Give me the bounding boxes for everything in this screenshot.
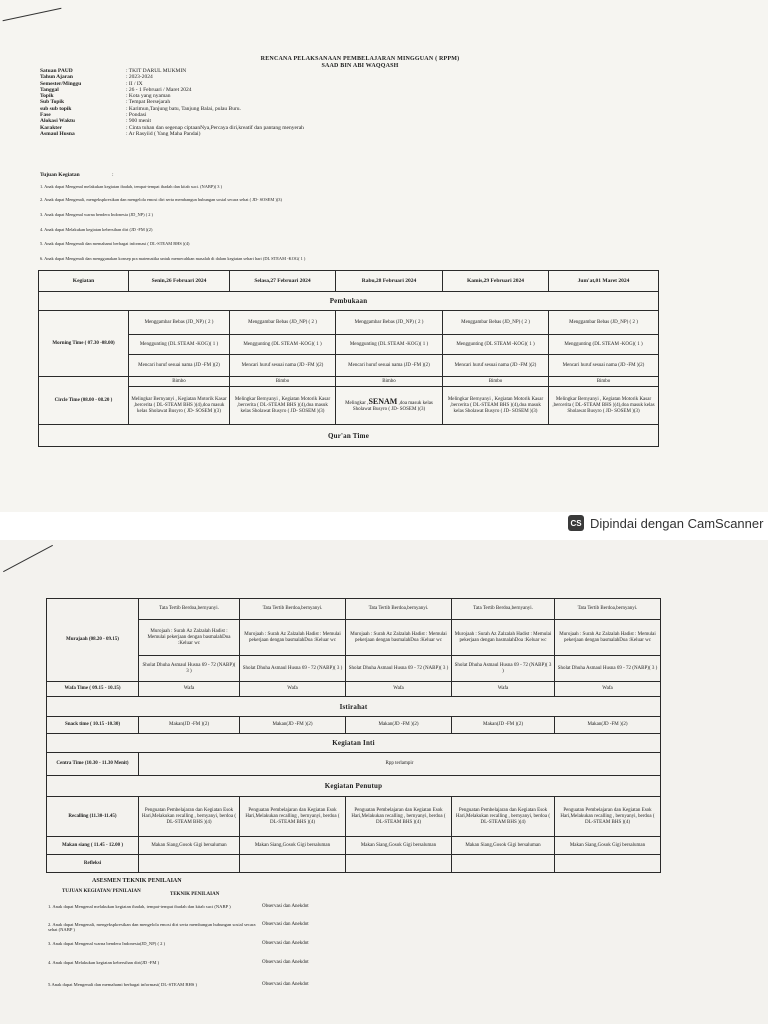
tujuan-item: 5. Anak dapat Mengenali dan memahami berbagai informasi ( DL-STEAM BHS )(4)	[40, 241, 190, 246]
table-cell: Bimbo	[549, 377, 659, 387]
table-cell: Murojaah : Surah Az Zalzalah Hadist : Memulai pekerjaan dengan basmalahDoa :Keluar wc	[240, 620, 346, 656]
table-cell: Sholat Dhuha Asmaul Husna 69 - 72 (NABP)( 3 )	[452, 656, 555, 682]
table-cell: Tata Tertib Berdoa,bernyanyi.	[555, 599, 661, 620]
table-row	[47, 855, 661, 873]
asesmen-tujuan: 5.Anak dapat Mengenali dan memahami berbagai informasi( DL-STEAM BHS )	[48, 982, 198, 987]
table-cell: Murojaah : Surah Az Zalzalah Hadist : Memulai pekerjaan dengan basmalahDoa :Keluar wc	[346, 620, 452, 656]
table-row	[47, 717, 661, 734]
table-cell: Melingkar Bernyanyi , Kegiatan Motorik Kasar ,bercerita ( DL-STEAM BHS )(4),doa masuk kelas Sholawat Busyro ( JD- SOSEM )(3)	[549, 387, 659, 425]
asesmen-teknik: Observasi dan Anekdot	[262, 922, 309, 927]
table-cell: Mencari huruf sesuai nama (JD -FM )(2)	[443, 355, 549, 377]
table-row	[47, 656, 661, 682]
header-kegiatan: Kegiatan	[39, 271, 129, 292]
table-cell: Penguatan Pembelajaran dan Kegiatan Esok Hari,Melakukan recalling , bernyanyi, berdoa ( DL-STEAM BHS )(4)	[346, 797, 452, 837]
meta-value: : Ar Rasyiid ( Yang Maha Pandai)	[126, 130, 201, 137]
section-kegiatan-penutup: Kegiatan Penutup	[47, 776, 661, 797]
schedule-table-2	[46, 598, 661, 873]
meta-row	[40, 131, 304, 137]
table-cell: Murojaah : Surah Az Zalzalah Hadist : Memulai pekerjaan dengan basmalahDoa :Keluar wc	[139, 620, 240, 656]
table-cell: Makan Siang,Gosok Gigi bersaluman	[240, 837, 346, 855]
table-cell: Melingkar Bernyanyi , Kegiatan Motorik Kasar ,bercerita ( DL-STEAM BHS )(4),doa masuk kelas Sholawat Busyro ( JD- SOSEM )(3)	[129, 387, 230, 425]
table-cell: Penguatan Pembelajaran dan Kegiatan Esok Hari,Melakukan recalling , bernyanyi, berdoa ( DL-STEAM BHS )(4)	[240, 797, 346, 837]
header-day: Senin,26 Februari 2024	[129, 271, 230, 292]
table-cell: Sholat Dhuha Asmaul Husna 69 - 72 (NABP)( 3 )	[139, 656, 240, 682]
table-cell: Mencari huruf sesuai nama (JD -FM )(2)	[230, 355, 336, 377]
table-row	[39, 377, 659, 387]
circle-text: ,doa masuk kelas Sholawat Busyro ( JD- SOSEM )(3)	[352, 400, 433, 412]
table-cell: Menggambar Bebas (JD_NP) ( 2 )	[549, 311, 659, 335]
recalling-label: Recalling (11.30-11.45)	[47, 797, 139, 837]
table-cell: Tata Tertib Berdoa,bernyanyi.	[240, 599, 346, 620]
table-cell: Mencari huruf sesuai nama (JD -FM )(2)	[549, 355, 659, 377]
table-cell	[336, 387, 443, 425]
asesmen-teknik: Observasi dan Anekdot	[262, 941, 309, 946]
asesmen-col-teknik: TEKNIK PENILAIAN	[170, 892, 220, 897]
table-cell: Makan(JD -FM )(2)	[555, 717, 661, 734]
meta-value: : Kota yang nyaman	[126, 93, 171, 100]
scan-mark	[3, 8, 62, 21]
asesmen-teknik: Observasi dan Anekdot	[262, 904, 309, 909]
table-cell: Menggambar Bebas (JD_NP) ( 2 )	[443, 311, 549, 335]
tujuan-item: 1. Anak dapat Mengenal melakukan kegiatan ibadah, tempat-tempat ibadah dan kitab suci. (NABP)( 3 )	[40, 184, 223, 189]
meta-key: Asmaul Husna	[40, 130, 75, 137]
table-cell: Penguatan Pembelajaran dan Kegiatan Esok Hari,Melakukan recalling , bernyanyi, berdoa ( DL-STEAM BHS )(4)	[452, 797, 555, 837]
table-cell: Wafa	[139, 682, 240, 697]
table-cell: Sholat Dhuha Asmaul Husna 69 - 72 (NABP)( 3 )	[555, 656, 661, 682]
table-cell: Menggambar Bebas (JD_NP) ( 2 )	[336, 311, 443, 335]
table-row	[47, 797, 661, 837]
asesmen-row	[48, 982, 448, 987]
table-cell: Makan Siang,Gosok Gigi bersaluman	[139, 837, 240, 855]
section-quran-time: Qur'an Time	[39, 425, 659, 447]
table-cell	[346, 855, 452, 873]
table-cell: Menggunting (DL STEAM -KOG)( 1 )	[129, 335, 230, 355]
asesmen-title: ASESMEN TEKNIK PENILAIAN	[92, 878, 182, 884]
tujuan-item: 4. Anak dapat Melakukan kegiatan kebersihan diri (JD -FM )(2)	[40, 227, 153, 232]
table-cell: Bimbo	[336, 377, 443, 387]
asesmen-tujuan: 2. Anak dapat Mengenali, mengekspkresikan dan mengelola emosi diri serta membangun hubungan sosial secara sehat (NABP )	[48, 922, 256, 932]
section-istirahat: Istirahat	[47, 697, 661, 717]
centra-time-label: Centra Time (10.30 - 11.30 Menit)	[47, 753, 139, 776]
table-cell: Wafa	[555, 682, 661, 697]
asesmen-col-tujuan: TUJUAN KEGIATAN/ PENILAIAN	[62, 889, 141, 894]
table-cell: Menggunting (DL STEAM -KOG)( 1 )	[230, 335, 336, 355]
table-cell	[139, 855, 240, 873]
table-cell: Melingkar Bernyanyi , Kegiatan Motorik Kasar ,bercerita ( DL-STEAM BHS )(4),doa masuk kelas Sholawat Busyro ( JD- SOSEM )(3)	[230, 387, 336, 425]
header-day: Selasa,27 Februari 2024	[230, 271, 336, 292]
asesmen-teknik: Observasi dan Anekdot	[262, 982, 309, 987]
table-cell: Murojaah : Surah Az Zalzalah Hadist : Memulai pekerjaan dengan basmalahDoa :Keluar wc	[452, 620, 555, 656]
table-row	[47, 599, 661, 620]
table-row	[39, 335, 659, 355]
asesmen-tujuan: 4. Anak dapat Melakukan kegiatan kebersihan diri(JD -FM )	[48, 960, 160, 965]
circle-text: Melingkar ,	[345, 400, 369, 406]
meta-value: : 2023-2024	[126, 74, 153, 81]
section-kegiatan-inti: Kegiatan Inti	[47, 734, 661, 753]
section-pembukaan: Pembukaan	[39, 292, 659, 311]
meta-key: sub sub topik	[40, 105, 72, 112]
asesmen-row	[48, 904, 448, 909]
table-row	[39, 355, 659, 377]
murajaah-label: Murajaah (08.20 - 09.15)	[47, 599, 139, 682]
asesmen-row	[48, 922, 448, 932]
table-cell: Menggunting (DL STEAM -KOG)( 1 )	[549, 335, 659, 355]
table-cell: Makan Siang,Gosok Gigi bersaluman	[555, 837, 661, 855]
table-cell: Makan(JD -FM )(2)	[240, 717, 346, 734]
meta-key: Sub Topik	[40, 99, 65, 106]
makan-siang-label: Makan siang ( 11.45 - 12.00 )	[47, 837, 139, 855]
header-day: Kamis,29 Februari 2024	[443, 271, 549, 292]
meta-value: : Tempat Bersejarah	[126, 99, 171, 106]
table-cell: Penguatan Pembelajaran dan Kegiatan Esok Hari,Melakukan recalling , bernyanyi, berdoa ( DL-STEAM BHS )(4)	[555, 797, 661, 837]
table-cell: Mencari huruf sesuai nama (JD -FM )(2)	[336, 355, 443, 377]
tujuan-item: 6. Anak dapat Mengenali dan menggunakan konsep pra matematika untuk memecahkan masalah di dalam kegiatan sehari hari (DL STEAM -KOG( 1 )	[40, 256, 306, 261]
meta-key: Karakter	[40, 124, 62, 131]
table-cell: Bimbo	[230, 377, 336, 387]
tujuan-item: 3. Anak dapat Mengenal warna bendera Indonesia (JD_NP) ( 2 )	[40, 212, 154, 217]
table-row	[47, 682, 661, 697]
table-cell: Rpp terlampir	[139, 753, 661, 776]
table-cell: Mencari huruf sesuai nama (JD -FM )(2)	[129, 355, 230, 377]
meta-key: Alokasi Waktu	[40, 118, 75, 125]
meta-value: : 900 menit	[126, 118, 152, 125]
table-cell	[555, 855, 661, 873]
camscanner-label: Dipindai dengan CamScanner	[590, 515, 764, 531]
tujuan-item: 2. Anak dapat Mengenali, mengekspkresikan dan mengelola emosi diri serta membangun hubungan sosial secara sehat ( JD- SOSEM )(3)	[40, 197, 282, 202]
meta-value: : Pondasi	[126, 112, 147, 119]
tujuan-colon: :	[112, 172, 114, 178]
table-cell: Wafa	[240, 682, 346, 697]
meta-value: : Karimun,Tanjung batu, Tanjung Balai, pulau Buru.	[126, 105, 241, 112]
table-header-row	[39, 271, 659, 292]
table-cell: Bimbo	[443, 377, 549, 387]
table-cell: Sholat Dhuha Asmaul Husna 69 - 72 (NABP)( 3 )	[346, 656, 452, 682]
table-cell: Makan(JD -FM )(2)	[452, 717, 555, 734]
meta-key: Tahun Ajaran	[40, 74, 73, 81]
camscanner-watermark	[568, 514, 763, 532]
meta-key: Fase	[40, 112, 51, 119]
meta-key: Tanggal	[40, 86, 59, 93]
table-cell: Makan Siang,Gosok Gigi bersaluman	[346, 837, 452, 855]
asesmen-tujuan: 3. Anak dapat Mengenal warna bendera Indonesia(JD_NP) ( 2 )	[48, 941, 166, 946]
meta-block	[40, 68, 304, 137]
asesmen-teknik: Observasi dan Anekdot	[262, 960, 309, 965]
meta-key: Satuan PAUD	[40, 68, 73, 74]
asesmen-tujuan: 1. Anak dapat Mengenal melakukan kegiatan ibadah, tempat-tempat ibadah dan kitab suci (NABP )	[48, 904, 231, 909]
circle-time-label: Circle Time (08.00 - 08.20 )	[39, 377, 129, 425]
asesmen-row	[48, 960, 448, 965]
table-row	[47, 837, 661, 855]
table-cell: Bimbo	[129, 377, 230, 387]
meta-key: Topik	[40, 93, 54, 100]
meta-value: : II / IX	[126, 80, 143, 87]
snack-time-label: Snack time ( 10.15 -10.30)	[47, 717, 139, 734]
header-day: Jum'at,01 Maret 2024	[549, 271, 659, 292]
table-cell: Tata Tertib Berdoa,bernyanyi.	[452, 599, 555, 620]
table-cell: Makan Siang,Gosok Gigi bersaluman	[452, 837, 555, 855]
table-cell: Menggunting (DL STEAM -KOG)( 1 )	[443, 335, 549, 355]
table-cell: Menggambar Bebas (JD_NP) ( 2 )	[129, 311, 230, 335]
table-cell: Sholat Dhuha Asmaul Husna 69 - 72 (NABP)( 3 )	[240, 656, 346, 682]
scan-mark	[3, 545, 53, 572]
wafa-time-label: Wafa Time ( 09.15 - 10.15)	[47, 682, 139, 697]
asesmen-row	[48, 941, 448, 946]
table-cell: Menggunting (DL STEAM -KOG)( 1 )	[336, 335, 443, 355]
table-cell: Makan(JD -FM )(2)	[346, 717, 452, 734]
table-cell: Menggambar Bebas (JD_NP) ( 2 )	[230, 311, 336, 335]
senam-text: SENAM	[368, 396, 398, 406]
table-cell: Tata Tertib Berdoa,bernyanyi.	[346, 599, 452, 620]
refleksi-label: Refleksi	[47, 855, 139, 873]
document-subtitle: SAAD BIN ABI WAQQASH	[321, 63, 399, 69]
header-day: Rabu,28 Februari 2024	[336, 271, 443, 292]
schedule-table-1	[38, 270, 659, 447]
table-cell: Makan(JD -FM )(2)	[139, 717, 240, 734]
table-row	[47, 620, 661, 656]
table-cell	[240, 855, 346, 873]
morning-time-label: Morning Time ( 07.30 -08.00)	[39, 311, 129, 377]
meta-value: : Cinta tuhan dan segenap ciptaanNya,Percaya diri,kreatif dan pantang menyerah	[126, 124, 304, 131]
table-cell: Murojaah : Surah Az Zalzalah Hadist : Memulai pekerjaan dengan basmalahDoa :Keluar wc	[555, 620, 661, 656]
meta-value: : 26 - 1 Februari / Maret 2024	[126, 86, 192, 93]
table-cell: Penguatan Pembelajaran dan Kegiatan Esok Hari,Melakukan recalling , bernyanyi, berdoa ( DL-STEAM BHS )(4)	[139, 797, 240, 837]
meta-key: Semester/Minggu	[40, 80, 82, 87]
tujuan-heading: Tujuan Kegiatan	[40, 172, 80, 178]
table-row	[39, 387, 659, 425]
scan-page-2	[0, 540, 768, 1024]
meta-value: : TKIT DARUL MUKMIN	[126, 68, 187, 74]
table-cell: Wafa	[346, 682, 452, 697]
table-row	[39, 311, 659, 335]
document-title: RENCANA PELAKSANAAN PEMBELAJARAN MINGGUAN ( RPPM)	[260, 56, 460, 62]
table-cell: Melingkar Bernyanyi , Kegiatan Motorik Kasar ,bercerita ( DL-STEAM BHS )(4),doa masuk kelas Sholawat Busyro ( JD- SOSEM )(3)	[443, 387, 549, 425]
table-cell: Wafa	[452, 682, 555, 697]
camscanner-icon: CS	[568, 515, 584, 531]
table-row	[47, 753, 661, 776]
table-cell	[452, 855, 555, 873]
table-cell: Tata Tertib Berdoa,bernyanyi.	[139, 599, 240, 620]
